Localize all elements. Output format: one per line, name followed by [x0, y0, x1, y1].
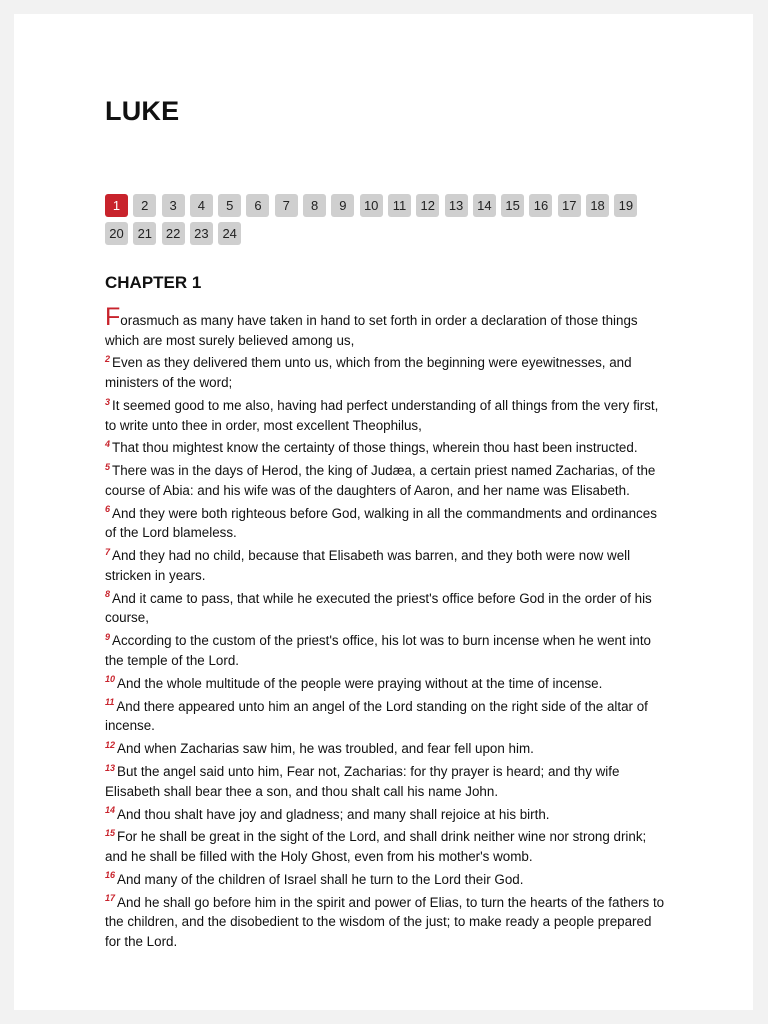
chapter-button-20[interactable]: 20 — [105, 222, 128, 245]
chapter-button-6[interactable]: 6 — [246, 194, 269, 217]
verse — [105, 805, 667, 825]
chapter-button-4[interactable]: 4 — [190, 194, 213, 217]
chapter-button-13[interactable]: 13 — [445, 194, 468, 217]
verse — [105, 303, 667, 350]
chapter-button-23[interactable]: 23 — [190, 222, 213, 245]
verse-text: And he shall go before him in the spirit and power of Elias, to turn the hearts of the fathers to the children, and the disobedient to the wisdom of the just; to make ready a people prepared for the Lord. — [105, 894, 665, 949]
verse-number: 11 — [105, 697, 115, 708]
verse-number: 12 — [105, 739, 116, 750]
verse — [105, 893, 667, 952]
verse — [105, 438, 667, 458]
page — [14, 14, 753, 1010]
chapter-button-17[interactable]: 17 — [558, 194, 581, 217]
chapter-button-19[interactable]: 19 — [614, 194, 637, 217]
chapter-button-9[interactable]: 9 — [331, 194, 354, 217]
chapter-button-22[interactable]: 22 — [162, 222, 185, 245]
verse — [105, 353, 667, 392]
drop-cap: F — [105, 303, 121, 331]
verse-text: For he shall be great in the sight of the Lord, and shall drink neither wine nor strong drink; and he shall be filled with the Holy Ghost, even from his mother's womb. — [105, 829, 647, 864]
verse-text: And thou shalt have joy and gladness; and many shall rejoice at his birth. — [117, 806, 550, 822]
verse — [105, 504, 667, 543]
chapter-button-18[interactable]: 18 — [586, 194, 609, 217]
verse-number: 16 — [105, 870, 116, 881]
verse — [105, 870, 667, 890]
chapter-button-10[interactable]: 10 — [360, 194, 383, 217]
verse-number: 9 — [105, 631, 111, 642]
verse-number: 10 — [105, 674, 116, 685]
verse-text: There was in the days of Herod, the king of Judæa, a certain priest named Zacharias, of the course of Abia: and his wife was of the daughters of Aaron, and her name was Elisabeth. — [105, 463, 656, 498]
verse-number: 17 — [105, 893, 116, 904]
chapter-button-3[interactable]: 3 — [162, 194, 185, 217]
verse-text: And they had no child, because that Elisabeth was barren, and they both were now well stricken in years. — [105, 548, 631, 583]
verse-number: 6 — [105, 504, 111, 515]
verse-text: According to the custom of the priest's office, his lot was to burn incense when he went into the temple of the Lord. — [105, 633, 651, 668]
verse-text: And they were both righteous before God, walking in all the commandments and ordinances of the Lord blameless. — [105, 505, 657, 541]
verse — [105, 739, 667, 759]
verse-text: And there appeared unto him an angel of the Lord standing on the right side of the altar of incense. — [105, 698, 648, 734]
verse-text: And the whole multitude of the people were praying without at the time of incense. — [117, 675, 603, 691]
chapter-button-16[interactable]: 16 — [529, 194, 552, 217]
verse — [105, 674, 667, 694]
verse-text: And many of the children of Israel shall he turn to the Lord their God. — [117, 871, 524, 887]
verse-text: But the angel said unto him, Fear not, Zacharias: for thy prayer is heard; and thy wife Elisabeth shall bear thee a son, and thou shalt call his name John. — [105, 764, 620, 799]
verse-number: 4 — [105, 438, 111, 449]
verse-number: 3 — [105, 396, 111, 407]
verses-list — [105, 303, 667, 955]
chapter-navigation — [105, 194, 665, 245]
verse-text: orasmuch as many have taken in hand to set forth in order a declaration of those things which are most surely believed among us, — [105, 313, 638, 348]
chapter-button-2[interactable]: 2 — [133, 194, 156, 217]
verse-text: It seemed good to me also, having had perfect understanding of all things from the very first, to write unto thee in order, most excellent Theophilus, — [105, 397, 659, 433]
verse — [105, 697, 667, 736]
chapter-button-21[interactable]: 21 — [133, 222, 156, 245]
verse-text: And when Zacharias saw him, he was troubled, and fear fell upon him. — [117, 741, 534, 757]
chapter-button-12[interactable]: 12 — [416, 194, 439, 217]
verse-number: 13 — [105, 762, 116, 773]
verse-number: 15 — [105, 827, 116, 838]
chapter-button-5[interactable]: 5 — [218, 194, 241, 217]
verse — [105, 827, 667, 866]
chapter-button-8[interactable]: 8 — [303, 194, 326, 217]
verse-number: 8 — [105, 589, 111, 600]
verse-text: That thou mightest know the certainty of those things, wherein thou hast been instructed. — [112, 440, 638, 456]
verse-text: And it came to pass, that while he executed the priest's office before God in the order of his course, — [105, 590, 652, 626]
verse-number: 14 — [105, 805, 116, 816]
chapter-button-7[interactable]: 7 — [275, 194, 298, 217]
chapter-button-14[interactable]: 14 — [473, 194, 496, 217]
verse-number: 7 — [105, 546, 111, 557]
verse-number: 5 — [105, 461, 111, 472]
book-title: LUKE — [105, 96, 180, 126]
chapter-button-15[interactable]: 15 — [501, 194, 524, 217]
verse-number: 2 — [105, 354, 111, 365]
verse — [105, 461, 667, 500]
chapter-heading: CHAPTER 1 — [105, 273, 202, 292]
chapter-button-11[interactable]: 11 — [388, 194, 411, 217]
chapter-button-1[interactable]: 1 — [105, 194, 128, 217]
verse — [105, 589, 667, 628]
verse — [105, 631, 667, 670]
verse-text: Even as they delivered them unto us, which from the beginning were eyewitnesses, and ministers of the word; — [105, 355, 632, 391]
verse — [105, 396, 667, 435]
verse — [105, 762, 667, 801]
chapter-button-24[interactable]: 24 — [218, 222, 241, 245]
verse — [105, 546, 667, 585]
